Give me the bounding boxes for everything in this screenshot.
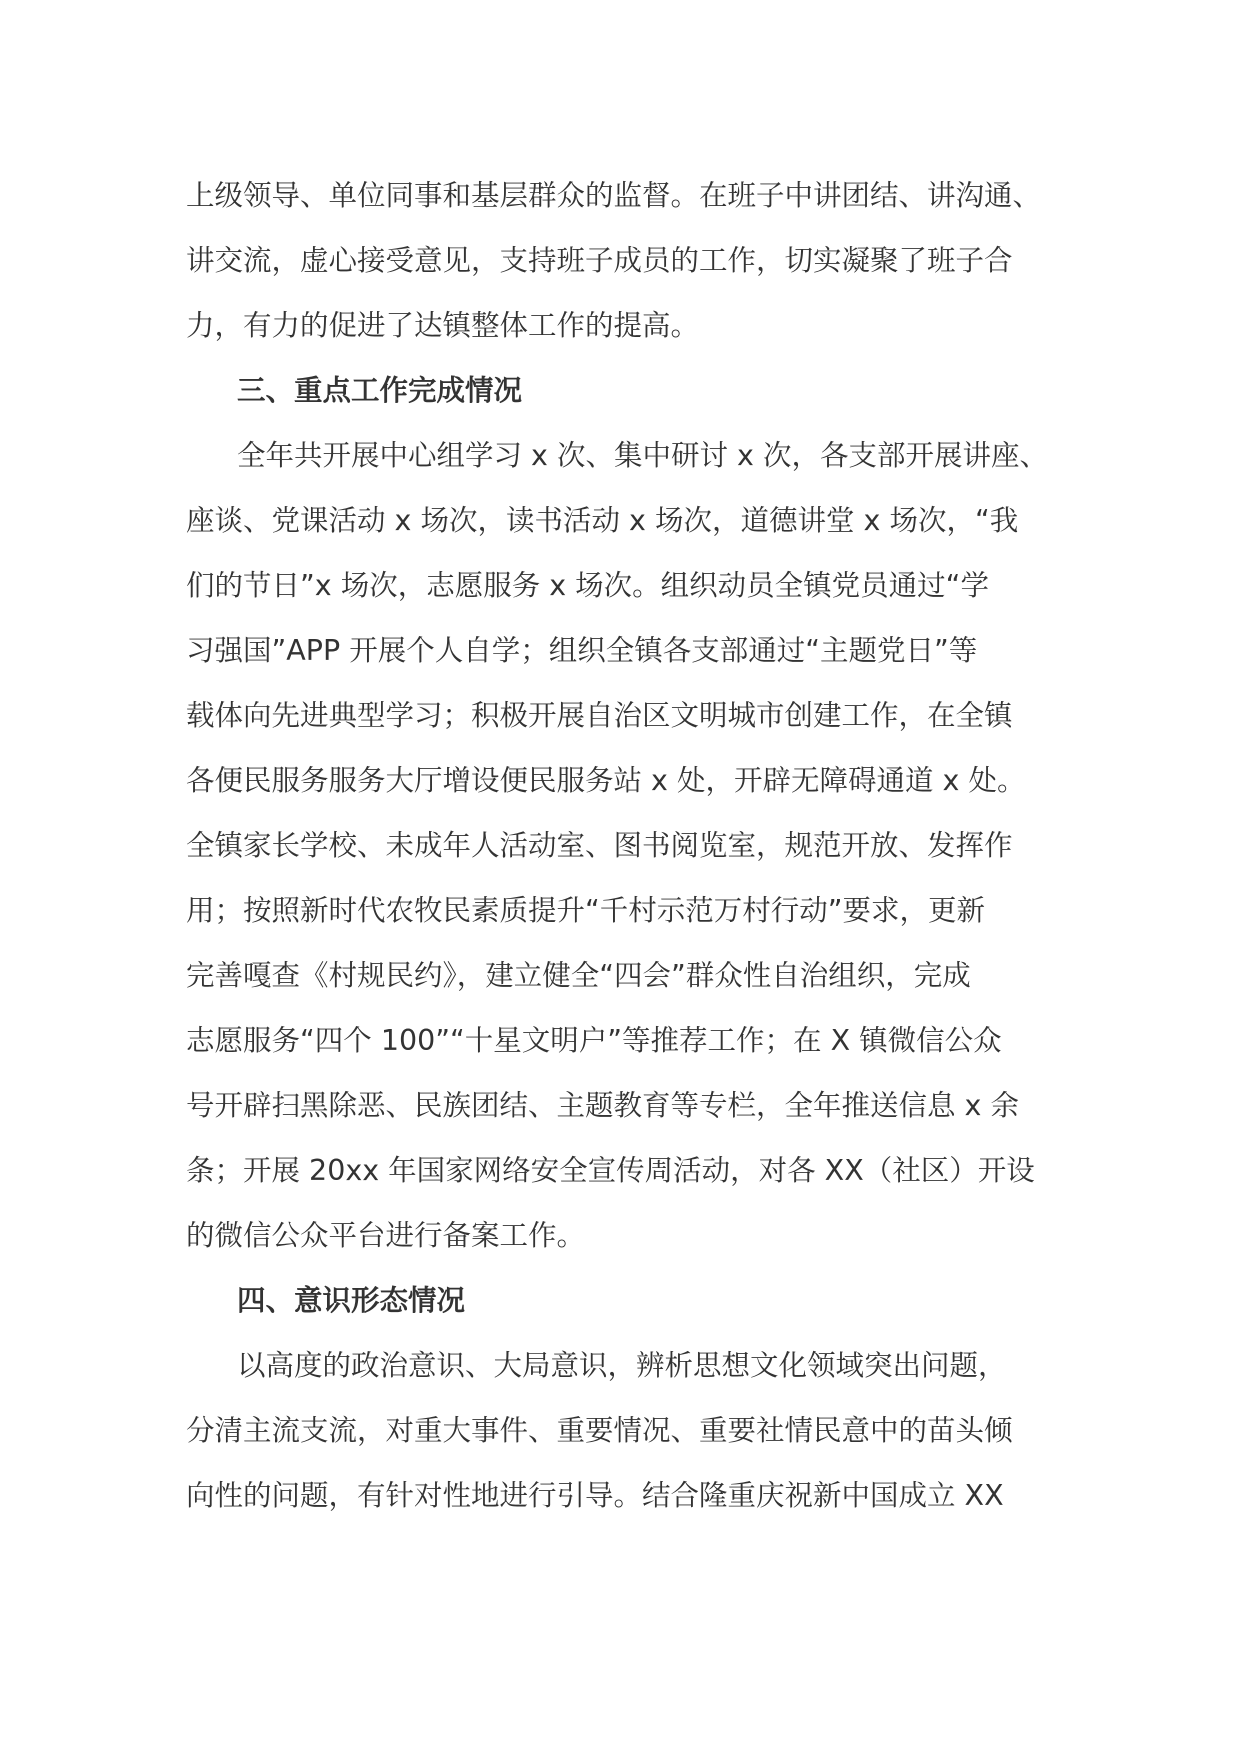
text-line: 向性的问题，有针对性地进行引导。结合隆重庆祝新中国成立 XX [186, 1479, 1004, 1512]
text-line: 讲交流，虚心接受意见，支持班子成员的工作，切实凝聚了班子合 [186, 244, 1013, 277]
text-line: 号开辟扫黑除恶、民族团结、主题教育等专栏，全年推送信息 x 余 [186, 1089, 1019, 1122]
text-line: 力，有力的促进了达镇整体工作的提高。 [186, 309, 700, 342]
text-line: 座谈、党课活动 x 场次，读书活动 x 场次，道德讲堂 x 场次，“我 [186, 504, 1019, 537]
text-line: 用；按照新时代农牧民素质提升“千村示范万村行动”要求，更新 [186, 894, 986, 927]
text-line: 习强国”APP 开展个人自学；组织全镇各支部通过“主题党日”等 [186, 634, 978, 667]
text-line: 全镇家长学校、未成年人活动室、图书阅览室，规范开放、发挥作 [186, 829, 1013, 862]
text-line: 载体向先进典型学习；积极开展自治区文明城市创建工作，在全镇 [186, 699, 1013, 732]
text-line: 完善嘎查《村规民约》，建立健全“四会”群众性自治组织，完成 [186, 959, 971, 992]
text-line: 分清主流支流，对重大事件、重要情况、重要社情民意中的苗头倾 [186, 1414, 1013, 1447]
text-line: 全年共开展中心组学习 x 次、集中研讨 x 次，各支部开展讲座、 [237, 439, 1048, 472]
text-line: 上级领导、单位同事和基层群众的监督。在班子中讲团结、讲沟通、 [186, 179, 1042, 212]
text-line: 们的节日”x 场次，志愿服务 x 场次。组织动员全镇党员通过“学 [186, 569, 989, 602]
text-line: 各便民服务服务大厅增设便民服务站 x 处，开辟无障碍通道 x 处。 [186, 764, 1026, 797]
document-page [186, 163, 1061, 1528]
section-heading-3: 三、重点工作完成情况 [237, 374, 523, 407]
text-line: 的微信公众平台进行备案工作。 [186, 1219, 586, 1252]
text-line: 志愿服务“四个 100”“十星文明户”等推荐工作；在 X 镇微信公众 [186, 1024, 1002, 1057]
text-line: 条；开展 20xx 年国家网络安全宣传周活动，对各 XX（社区）开设 [186, 1154, 1035, 1187]
section-heading-4: 四、意识形态情况 [237, 1284, 466, 1317]
text-line: 以高度的政治意识、大局意识，辨析思想文化领域突出问题， [237, 1349, 1007, 1382]
